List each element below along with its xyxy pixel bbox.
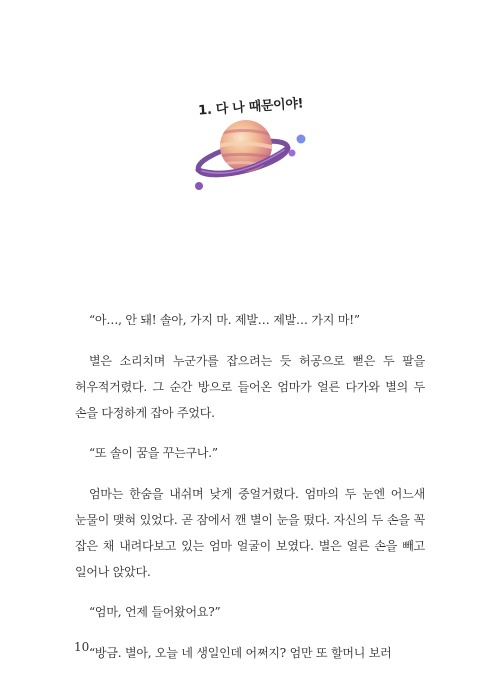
page-number: 10 [74,640,90,654]
paragraph: “또 솔이 꿈을 꾸는구나.” [89,446,218,460]
paragraph: “엄마, 언제 들어왔어요?” [89,605,221,619]
paragraph: 엄마는 한숨을 내쉬며 낮게 중얼거렸다. 엄마의 두 눈엔 어느새 눈물이 맺혀 있었다. 곧 잠에서 깬 별이 눈을 떴다. 자신의 두 손을 꼭 잡은 채 내려다보고 있는 엄마 얼굴이 보였다. 별은 얼른 손을 빼고 일어나 앉았다. [75,486,425,579]
ring-end-dot [195,182,203,190]
body-text [75,307,425,680]
paragraph: 별은 소리치며 누군가를 잡으려는 듯 허공으로 뻗은 두 팔을 허우적거렸다. 그 순간 방으로 들어온 엄마가 얼른 다가와 별의 두 손을 다정하게 잡아 주었다. [75,353,425,420]
moon-purple [289,150,296,157]
moon-blue [297,135,306,144]
planet-icon [188,112,312,196]
paragraph: “방금. 별아, 오늘 네 생일인데 어쩌지? 엄만 또 할머니 보러 [89,645,392,660]
paragraph: “아…, 안 돼! 솔아, 가지 마. 제발… 제발… 가지 마!” [89,313,360,327]
chapter-title: 1. 다 나 때문이야! [197,96,304,119]
